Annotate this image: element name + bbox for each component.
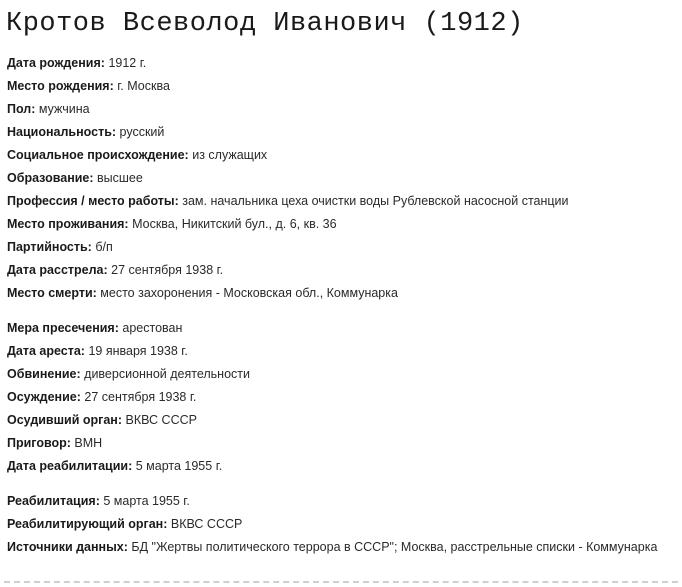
field-residence — [7, 213, 678, 236]
section-gap — [7, 478, 678, 490]
field-sentence — [7, 432, 678, 455]
field-charge — [7, 363, 678, 386]
case-section — [7, 317, 678, 478]
field-rehabilitating-body — [7, 513, 678, 536]
field-gender — [7, 98, 678, 121]
field-convicting-body — [7, 409, 678, 432]
field-label: Профессия / место работы: — [7, 194, 179, 208]
dashed-divider — [4, 581, 678, 583]
field-label: Источники данных: — [7, 540, 128, 554]
field-death-place — [7, 282, 678, 305]
field-occupation — [7, 190, 678, 213]
field-value: 19 января 1938 г. — [88, 344, 188, 358]
field-label: Дата рождения: — [7, 56, 105, 70]
field-label: Приговор: — [7, 436, 71, 450]
field-data-sources — [7, 536, 678, 559]
field-label: Обвинение: — [7, 367, 81, 381]
field-label: Образование: — [7, 171, 94, 185]
field-value: ВКВС СССР — [125, 413, 197, 427]
section-gap — [7, 305, 678, 317]
field-label: Реабилитация: — [7, 494, 100, 508]
field-label: Место рождения: — [7, 79, 114, 93]
field-label: Дата реабилитации: — [7, 459, 133, 473]
field-value: б/п — [95, 240, 113, 254]
field-label: Место проживания: — [7, 217, 129, 231]
field-birth-date — [7, 52, 678, 75]
field-value: арестован — [122, 321, 183, 335]
field-value: 27 сентября 1938 г. — [84, 390, 197, 404]
page-title: Кротов Всеволод Иванович (1912) — [6, 9, 524, 39]
field-execution-date — [7, 259, 678, 282]
field-arrest-date — [7, 340, 678, 363]
field-label: Национальность: — [7, 125, 117, 139]
field-nationality — [7, 121, 678, 144]
field-label: Место смерти: — [7, 286, 97, 300]
field-label: Осуждение: — [7, 390, 81, 404]
field-value: 27 сентября 1938 г. — [111, 263, 224, 277]
field-value: зам. начальника цеха очистки воды Рублевской насосной станции — [182, 194, 569, 208]
field-label: Дата расстрела: — [7, 263, 108, 277]
field-label: Социальное происхождение: — [7, 148, 189, 162]
field-label: Мера пресечения: — [7, 321, 119, 335]
field-social-origin — [7, 144, 678, 167]
field-value: мужчина — [38, 102, 90, 116]
field-value: 5 марта 1955 г. — [135, 459, 223, 473]
biography-section — [7, 52, 678, 305]
field-value: из служащих — [192, 148, 268, 162]
field-label: Партийность: — [7, 240, 92, 254]
field-label: Осудивший орган: — [7, 413, 123, 427]
field-education — [7, 167, 678, 190]
field-rehabilitation-date — [7, 455, 678, 478]
field-label: Пол: — [7, 102, 36, 116]
field-value: Москва, Никитский бул., д. 6, кв. 36 — [132, 217, 337, 231]
field-label: Дата ареста: — [7, 344, 85, 358]
field-party — [7, 236, 678, 259]
field-value: русский — [119, 125, 165, 139]
field-rehabilitation — [7, 490, 678, 513]
person-record — [7, 52, 678, 559]
field-value: 5 марта 1955 г. — [103, 494, 190, 508]
field-label: Реабилитирующий орган: — [7, 517, 168, 531]
field-value: диверсионной деятельности — [84, 367, 250, 381]
field-value: высшее — [97, 171, 143, 185]
field-birth-place — [7, 75, 678, 98]
field-value: БД "Жертвы политического террора в СССР"; Москва, расстрельные списки - Коммунарка — [131, 540, 658, 554]
field-value: г. Москва — [117, 79, 170, 93]
field-conviction-date — [7, 386, 678, 409]
field-value: ВКВС СССР — [170, 517, 243, 531]
field-restraint-measure — [7, 317, 678, 340]
field-value: ВМН — [74, 436, 103, 450]
rehabilitation-section — [7, 490, 678, 559]
field-value: 1912 г. — [108, 56, 147, 70]
field-value: место захоронения - Московская обл., Коммунарка — [100, 286, 398, 300]
